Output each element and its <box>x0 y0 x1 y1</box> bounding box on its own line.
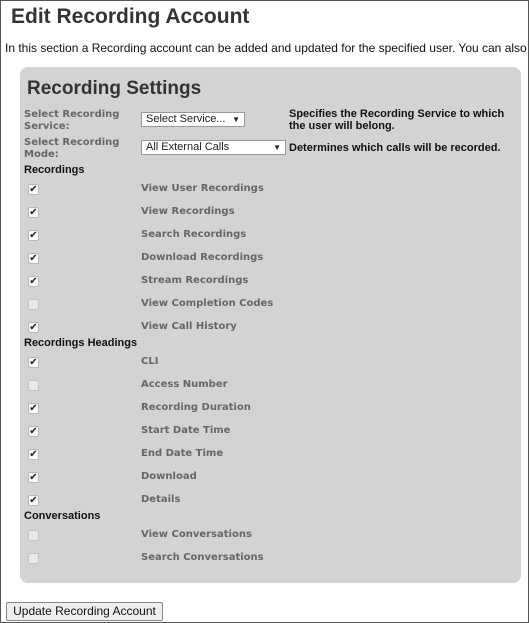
checkbox-view-user-recordings[interactable] <box>28 184 39 195</box>
service-label: Select Recording Service: <box>24 109 120 132</box>
checkbox-cli[interactable] <box>28 357 39 368</box>
service-select-value: Select Service... <box>146 113 226 125</box>
checkmark-icon: ✔ <box>29 403 38 414</box>
checkmark-icon: ✔ <box>29 253 38 264</box>
checkbox-label-cli: CLI <box>141 356 159 367</box>
checkmark-icon: ✔ <box>29 322 38 333</box>
update-recording-account-button[interactable]: Update Recording Account <box>6 602 163 621</box>
checkbox-search-recordings[interactable] <box>28 230 39 241</box>
checkmark-icon: ✔ <box>29 426 38 437</box>
checkbox-label-start-date-time: Start Date Time <box>141 425 231 436</box>
checkbox-end-date-time[interactable] <box>28 449 39 460</box>
checkbox-label-download: Download <box>141 471 197 482</box>
checkmark-icon: ✔ <box>29 184 38 195</box>
section-title-recordings-headings: Recordings Headings <box>24 337 138 349</box>
checkmark-icon: ✔ <box>29 495 38 506</box>
checkbox-label-search-recordings: Search Recordings <box>141 229 247 240</box>
checkbox-label-access-number: Access Number <box>141 379 228 390</box>
checkbox-label-view-completion-codes: View Completion Codes <box>141 298 274 309</box>
checkbox-search-conversations[interactable] <box>28 553 39 564</box>
checkbox-download[interactable] <box>28 472 39 483</box>
checkmark-icon: ✔ <box>29 357 38 368</box>
intro-text: In this section a Recording account can be added and updated for the specified user. You can also <box>5 41 527 55</box>
mode-label: Select Recording Mode: <box>24 137 120 160</box>
checkbox-label-view-conversations: View Conversations <box>141 529 252 540</box>
checkbox-label-stream-recordings: Stream Recordings <box>141 275 249 286</box>
checkbox-access-number[interactable] <box>28 380 39 391</box>
checkbox-label-end-date-time: End Date Time <box>141 448 224 459</box>
page-title: Edit Recording Account <box>11 5 250 28</box>
checkbox-label-details: Details <box>141 494 181 505</box>
section-title-conversations: Conversations <box>24 510 101 522</box>
checkbox-stream-recordings[interactable] <box>28 276 39 287</box>
chevron-down-icon: ▼ <box>232 115 240 124</box>
checkbox-view-recordings[interactable] <box>28 207 39 218</box>
checkbox-label-download-recordings: Download Recordings <box>141 252 264 263</box>
checkmark-icon: ✔ <box>29 207 38 218</box>
checkbox-details[interactable] <box>28 495 39 506</box>
mode-select-value: All External Calls <box>146 141 230 153</box>
checkmark-icon: ✔ <box>29 276 38 287</box>
checkbox-download-recordings[interactable] <box>28 253 39 264</box>
checkmark-icon: ✔ <box>29 449 38 460</box>
checkbox-label-recording-duration: Recording Duration <box>141 402 251 413</box>
checkbox-view-conversations[interactable] <box>28 530 39 541</box>
mode-select[interactable] <box>141 140 286 155</box>
checkbox-view-call-history[interactable] <box>28 322 39 333</box>
checkbox-start-date-time[interactable] <box>28 426 39 437</box>
checkbox-view-completion-codes[interactable] <box>28 299 39 310</box>
checkbox-label-search-conversations: Search Conversations <box>141 552 264 563</box>
section-title-recordings: Recordings <box>24 164 85 176</box>
checkbox-recording-duration[interactable] <box>28 403 39 414</box>
panel-title: Recording Settings <box>27 78 202 99</box>
recording-settings-panel <box>20 67 521 583</box>
chevron-down-icon: ▼ <box>273 143 281 152</box>
mode-help: Determines which calls will be recorded. <box>289 142 501 154</box>
checkmark-icon: ✔ <box>29 230 38 241</box>
service-select[interactable] <box>141 112 245 127</box>
checkmark-icon: ✔ <box>29 472 38 483</box>
checkbox-label-view-user-recordings: View User Recordings <box>141 183 264 194</box>
checkbox-label-view-recordings: View Recordings <box>141 206 235 217</box>
checkbox-label-view-call-history: View Call History <box>141 321 237 332</box>
service-help: Specifies the Recording Service to which the user will belong. <box>289 108 505 132</box>
